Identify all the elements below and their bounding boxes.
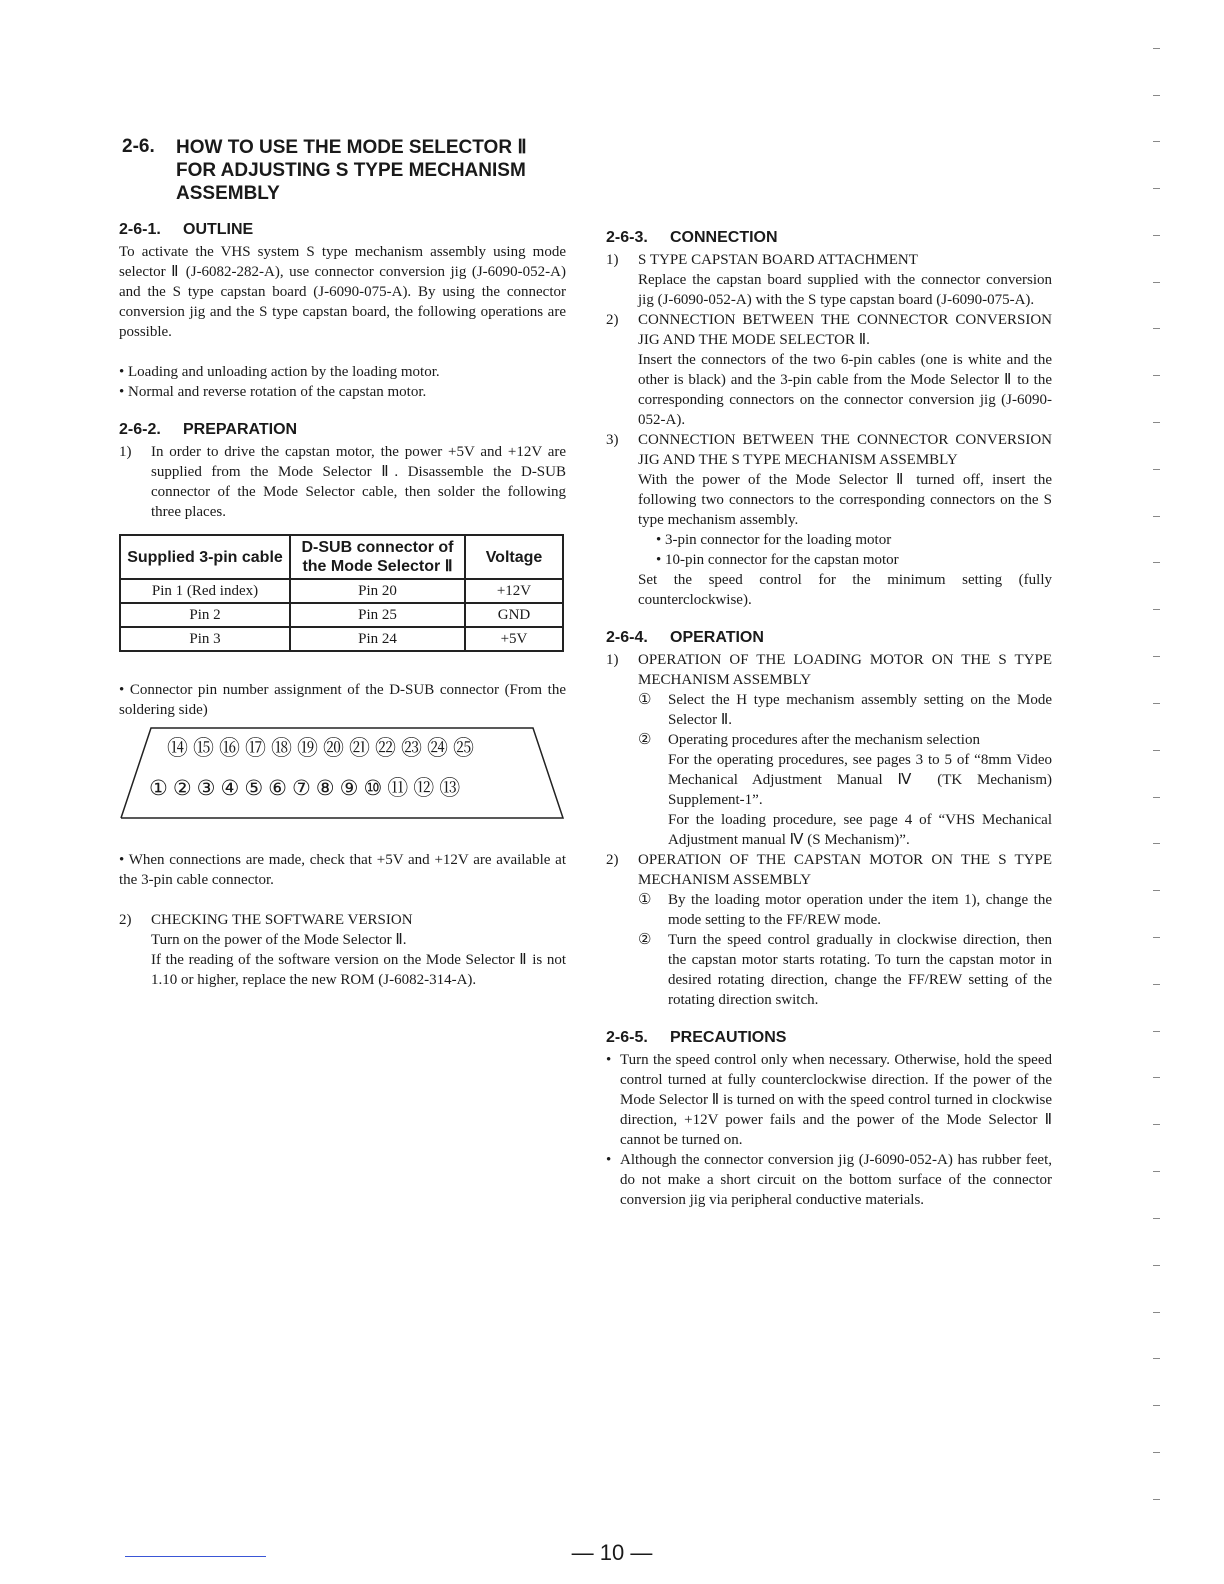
operation-heading: 2-6-4. OPERATION <box>606 629 764 646</box>
margin-tick <box>1153 797 1160 798</box>
preparation-item-1: 1) In order to drive the capstan motor, the power +5V and +12V are supplied from the Mode Selector Ⅱ. Disassemble the D-SUB connector of the Mode Selector cable, then solder the following three places. <box>119 444 566 520</box>
margin-tick <box>1153 562 1160 563</box>
connection-item-2: 2) CONNECTION BETWEEN THE CONNECTOR CONVERSION JIG AND THE MODE SELECTOR Ⅱ. Insert the connectors of the two 6-pin cables (one is white and the other is black) and the 3-pin cable from the Mode Selector Ⅱ to the corresponding connectors on the connector conversion jig (J-6090-052-A). <box>606 312 1052 428</box>
outline-heading: 2-6-1. OUTLINE <box>119 221 254 238</box>
margin-tick <box>1153 890 1160 891</box>
outline-bullet: • Normal and reverse rotation of the capstan motor. <box>119 384 427 400</box>
table-row: Pin 3 Pin 24 +5V <box>120 627 563 651</box>
page-number: — 10 — <box>571 1540 653 1565</box>
margin-tick <box>1153 375 1160 376</box>
preparation-item-2: 2) CHECKING THE SOFTWARE VERSION Turn on the power of the Mode Selector Ⅱ. If the reading of the software version on the Mode Selector Ⅱ is not 1.10 or higher, replace the new ROM (J-6082-314-A). <box>119 912 566 988</box>
table-header: Supplied 3-pin cable <box>120 535 290 579</box>
margin-tick <box>1153 1499 1160 1500</box>
dsub-connector-diagram <box>119 726 565 822</box>
margin-tick <box>1153 1124 1160 1125</box>
margin-tick <box>1153 656 1160 657</box>
margin-tick <box>1153 1171 1160 1172</box>
precautions-heading: 2-6-5. PRECAUTIONS <box>606 1029 787 1046</box>
margin-tick <box>1153 1452 1160 1453</box>
operation-item-1: 1) OPERATION OF THE LOADING MOTOR ON THE S TYPE MECHANISM ASSEMBLY ① Select the H type mechanism assembly setting on the Mode Selector Ⅱ. ② Operating procedures after the mechanism selection For the operating procedures, see pages 3 to 5 of “8mm Video Mechanical Adjustment Manual Ⅳ (TK Mechanism) Supplement-1”. For the loading procedure, see page 4 of “VHS Mechanical Adjustment manual Ⅳ (S Mechanism)”. <box>606 652 1052 848</box>
connection-item-3: 3) CONNECTION BETWEEN THE CONNECTOR CONVERSION JIG AND THE S TYPE MECHANISM ASSEMBLY With the power of the Mode Selector Ⅱ turned off, insert the following two connectors to the corresponding connectors on the S type mechanism assembly. • 3-pin connector for the loading motor • 10-pin connector for the capstan motor Set the speed control for the minimum setting (fully counterclockwise). <box>606 432 1052 608</box>
operation-step: ② Turn the speed control gradually in clockwise direction, then the capstan motor starts rotating. To turn the capstan motor in desired rotating direction, change the FF/REW setting of the rotating direction switch. <box>638 932 1052 1008</box>
margin-tick <box>1153 937 1160 938</box>
margin-tick <box>1153 516 1160 517</box>
section-title-line: ASSEMBLY <box>176 183 280 204</box>
margin-tick <box>1153 95 1160 96</box>
pin-table <box>119 534 564 652</box>
connection-heading: 2-6-3. CONNECTION <box>606 229 778 246</box>
table-row: Pin 2 Pin 25 GND <box>120 603 563 627</box>
outline-bullet: • Loading and unloading action by the loading motor. <box>119 364 440 380</box>
table-row: Pin 1 (Red index) Pin 20 +12V <box>120 579 563 603</box>
check-note: • When connections are made, check that +5V and +12V are available at the 3-pin cable connector. <box>119 852 566 888</box>
margin-tick <box>1153 48 1160 49</box>
left-column <box>119 220 566 990</box>
margin-tick <box>1153 422 1160 423</box>
margin-tick <box>1153 235 1160 236</box>
margin-tick <box>1153 469 1160 470</box>
outline-paragraph: To activate the VHS system S type mechanism assembly using mode selector Ⅱ (J-6082-282-A), use connector conversion jig (J-6090-052-A) and the S type capstan board (J-6090-075-A). By using the connector conversion jig and the S type capstan board, the following operations are possible. <box>119 244 566 340</box>
margin-tick <box>1153 1265 1160 1266</box>
margin-tick <box>1153 750 1160 751</box>
operation-step: ② Operating procedures after the mechanism selection For the operating procedures, see pages 3 to 5 of “8mm Video Mechanical Adjustment Manual Ⅳ (TK Mechanism) Supplement-1”. For the loading procedure, see page 4 of “VHS Mechanical Adjustment manual Ⅳ (S Mechanism)”. <box>638 732 1052 848</box>
margin-tick <box>1153 1077 1160 1078</box>
operation-item-2: 2) OPERATION OF THE CAPSTAN MOTOR ON THE S TYPE MECHANISM ASSEMBLY ① By the loading motor operation under the item 1), change the mode setting to the FF/REW mode. ② Turn the speed control gradually in clockwise direction, then the capstan motor starts rotating. To turn the capstan motor in desired rotating direction, change the FF/REW setting of the rotating direction switch. <box>606 852 1052 1008</box>
margin-tick <box>1153 1405 1160 1406</box>
margin-tick <box>1153 843 1160 844</box>
margin-tick <box>1153 984 1160 985</box>
margin-tick <box>1153 1312 1160 1313</box>
section-title-line: HOW TO USE THE MODE SELECTOR Ⅱ <box>176 137 527 158</box>
table-header: D-SUB connector of the Mode Selector Ⅱ <box>290 535 465 579</box>
margin-tick <box>1153 1218 1160 1219</box>
pin-row-top: ⑭ ⑮ ⑯ ⑰ ⑱ ⑲ ⑳ ㉑ ㉒ ㉓ ㉔ ㉕ <box>167 736 476 760</box>
operation-step: ① Select the H type mechanism assembly setting on the Mode Selector Ⅱ. <box>638 692 1052 728</box>
margin-tick <box>1153 703 1160 704</box>
margin-tick <box>1153 1358 1160 1359</box>
preparation-heading: 2-6-2. PREPARATION <box>119 421 298 438</box>
margin-tick <box>1153 188 1160 189</box>
precaution-bullet: • Turn the speed control only when necessary. Otherwise, hold the speed control turned at fully counterclockwise direction. If the power of the Mode Selector Ⅱ is turned on with the speed control turned in clockwise direction, +12V power fails and the power of the Mode Selector Ⅱ cannot be turned on. <box>606 1052 1052 1148</box>
pin-row-bottom: ① ② ③ ④ ⑤ ⑥ ⑦ ⑧ ⑨ ⑩ ⑪ ⑫ ⑬ <box>149 776 463 800</box>
margin-tick <box>1153 328 1160 329</box>
margin-tick <box>1153 1031 1160 1032</box>
margin-tick <box>1153 141 1160 142</box>
connection-item-1: 1) S TYPE CAPSTAN BOARD ATTACHMENT Replace the capstan board supplied with the connector conversion jig (J-6090-052-A) with the S type capstan board (J-6090-075-A). <box>606 252 1052 308</box>
margin-tick <box>1153 609 1160 610</box>
table-header: Voltage <box>465 535 563 579</box>
section-title <box>176 136 527 205</box>
pin-note: • Connector pin number assignment of the D-SUB connector (From the soldering side) <box>119 682 566 718</box>
section-title-line: FOR ADJUSTING S TYPE MECHANISM <box>176 160 526 181</box>
operation-step: ① By the loading motor operation under the item 1), change the mode setting to the FF/REW mode. <box>638 892 1052 928</box>
precaution-bullet: • Although the connector conversion jig (J-6090-052-A) has rubber feet, do not make a short circuit on the bottom surface of the connector conversion jig via peripheral conductive materials. <box>606 1152 1052 1208</box>
margin-tick <box>1153 282 1160 283</box>
right-column <box>606 228 1052 1210</box>
section-number: 2-6. <box>122 136 155 157</box>
